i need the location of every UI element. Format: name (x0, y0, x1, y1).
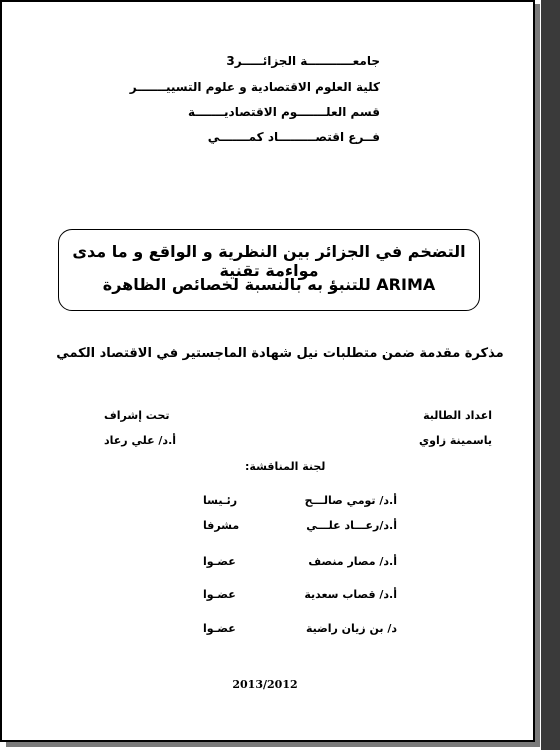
thesis-title-line-2: ARIMA للتنبؤ به بالنسبة لخصائص الظاهرة (102, 275, 436, 294)
branch-name: فــرع اقتصـــــــــاد كمـــــــي (207, 130, 380, 144)
academic-year: 2013/2012 (232, 678, 298, 691)
page-shadow-bottom (6, 742, 540, 747)
supervisor-label: تحت إشراف (104, 409, 170, 422)
university-name: جامعـــــــــــة الجزائـــــر3 (226, 54, 380, 68)
committee-label: لجنة المناقشة: (245, 460, 326, 473)
committee-member-role: مشرفا (203, 519, 240, 532)
committee-member-name: أ.د/ تومي صالـــح (304, 494, 397, 507)
committee-member-role: رئـيسا (203, 494, 238, 507)
committee-member-role: عضـوا (203, 555, 236, 568)
thesis-title-line-1: التضخم في الجزائر بين النظرية و الواقع و ما مدى مواءمة تقنية (72, 242, 466, 280)
faculty-name: كلية العلوم الاقتصادية و علوم التسييـــــــر (129, 80, 380, 94)
student-name: ياسمينة زاوي (419, 434, 492, 447)
committee-member-role: عضـوا (203, 588, 236, 601)
thesis-title-box (58, 229, 480, 311)
committee-member-name: د/ بن زيان راضية (305, 622, 397, 635)
department-name: قسم العلـــــــوم الاقتصاديـــــــة (188, 105, 380, 119)
committee-member-role: عضـوا (203, 622, 236, 635)
committee-member-name: أ.د/ مصار منصف (308, 555, 397, 568)
thesis-subtitle: مذكرة مقدمة ضمن متطلبات نيل شهادة الماجستير في الاقتصاد الكمي (56, 346, 504, 361)
supervisor-name: أ.د/ علي رعاد (104, 434, 177, 447)
viewer-side-panel (541, 0, 560, 750)
page-shadow-right (535, 4, 540, 746)
committee-member-name: أ.د/رعـــاد علـــي (306, 519, 397, 532)
student-label: اعداد الطالبة (423, 409, 492, 422)
committee-member-name: أ.د/ قصاب سعدية (304, 588, 397, 601)
